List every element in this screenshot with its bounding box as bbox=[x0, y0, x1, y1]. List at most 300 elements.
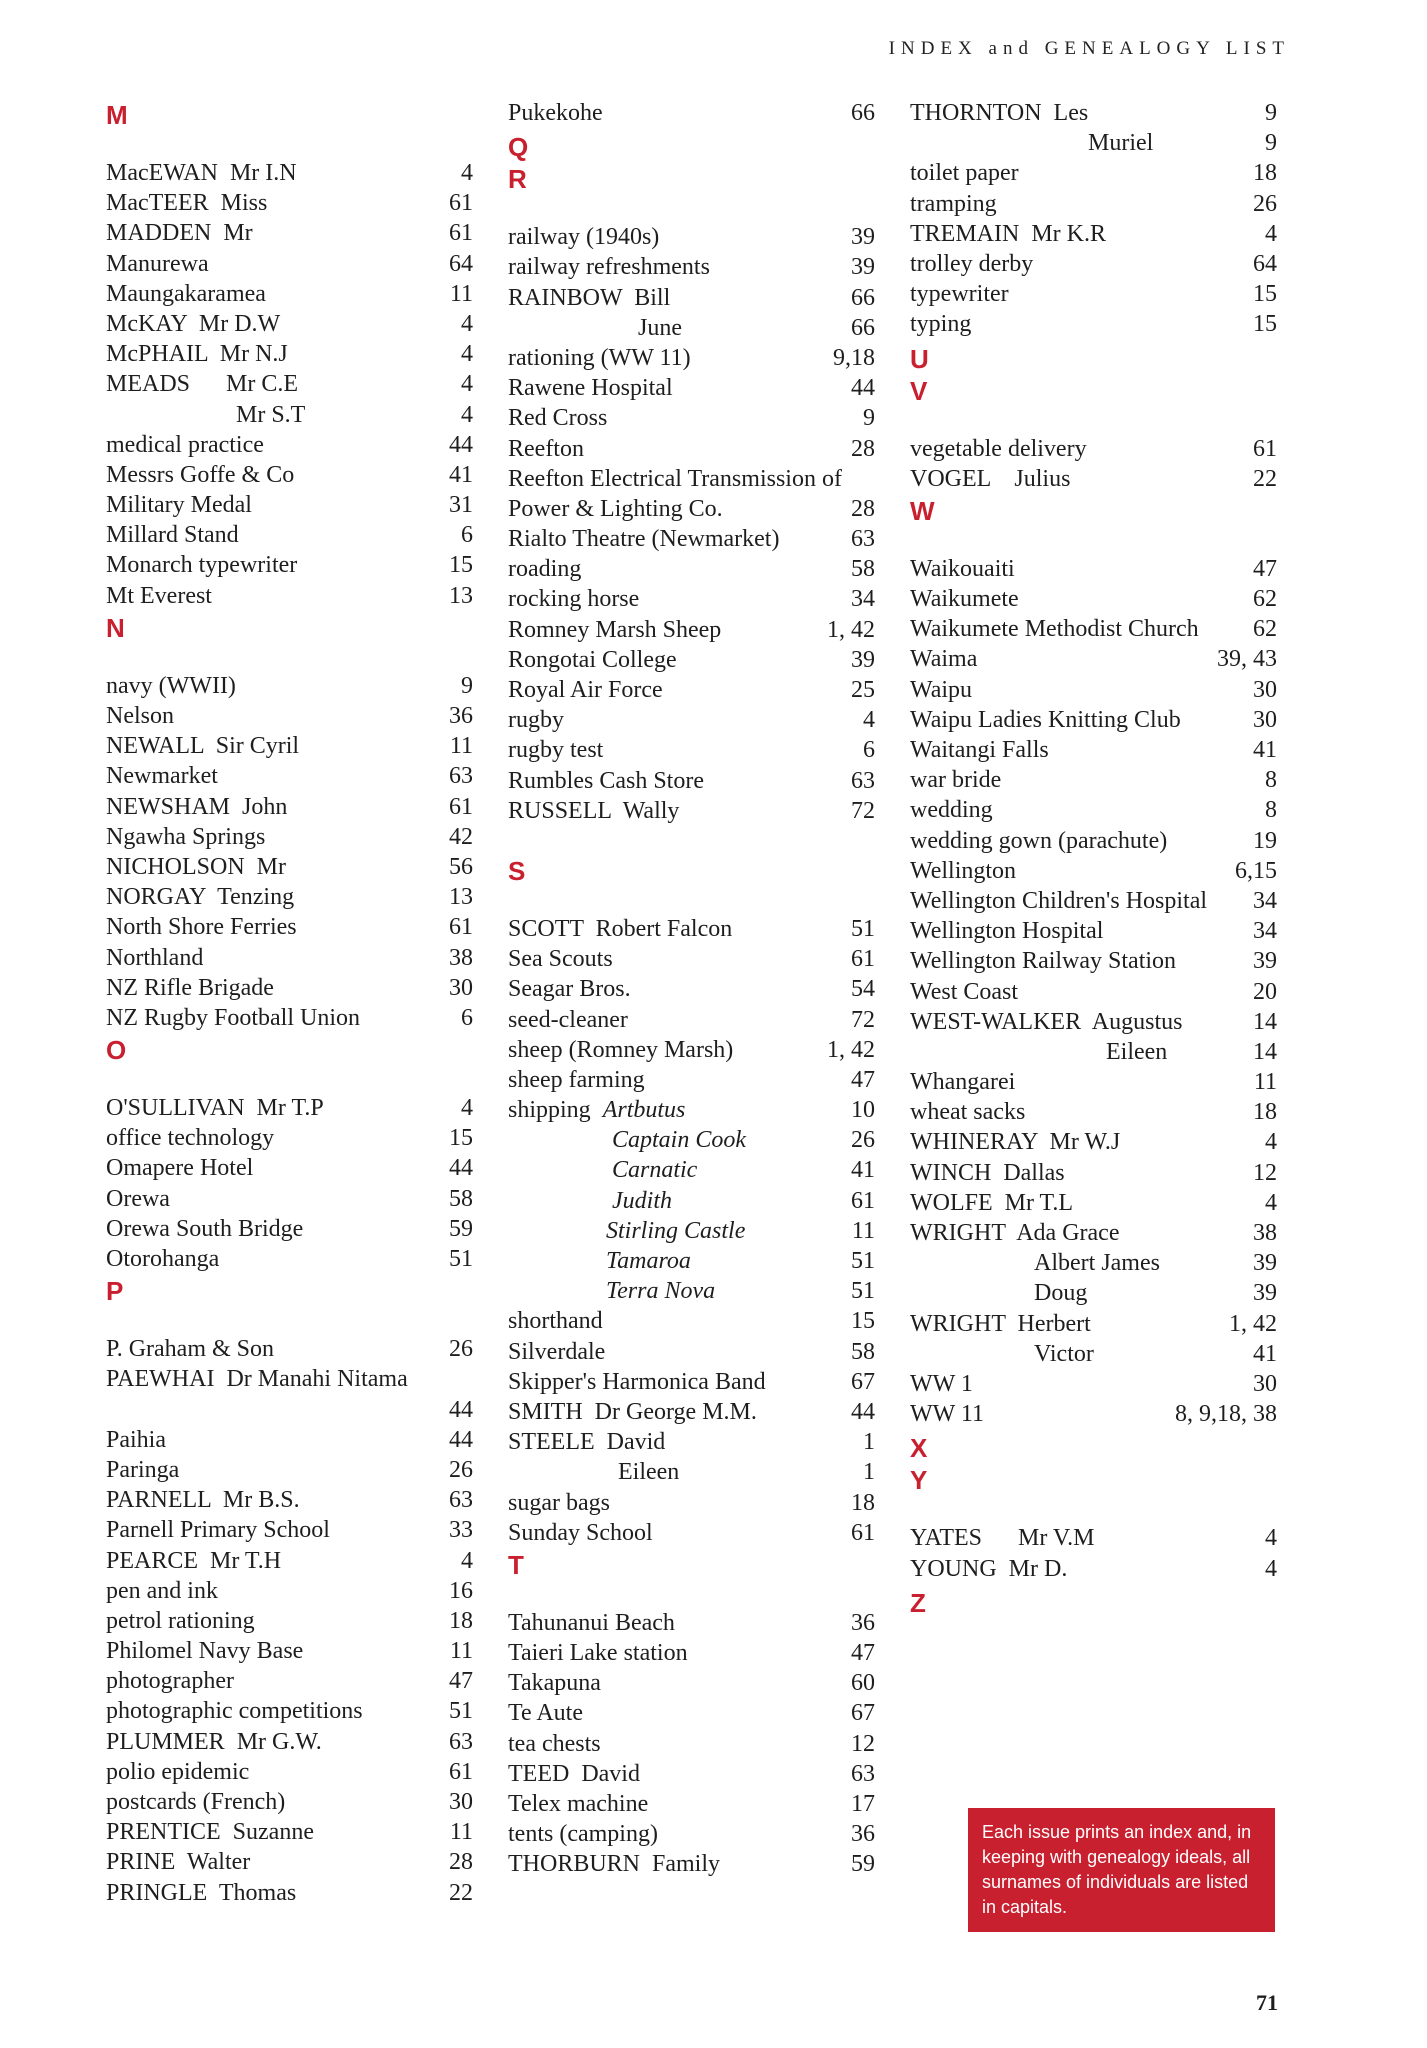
index-entry bbox=[508, 1518, 875, 1548]
entry-pages: 30 bbox=[1253, 706, 1277, 733]
index-entry bbox=[106, 943, 473, 973]
index-entry bbox=[106, 1184, 473, 1214]
entry-pages: 9 bbox=[1265, 100, 1277, 126]
entry-pages: 26 bbox=[1253, 190, 1277, 217]
entry-pages: 66 bbox=[851, 284, 875, 311]
index-entry bbox=[508, 222, 875, 252]
index-entry bbox=[508, 1065, 875, 1095]
entry-pages: 4 bbox=[863, 707, 875, 734]
entry-pages: 44 bbox=[449, 1155, 473, 1182]
entry-name: toilet paper bbox=[910, 160, 1019, 187]
entry-name: Waikumete Methodist Church bbox=[910, 616, 1199, 643]
entry-name: McKAY Mr D.W bbox=[106, 310, 281, 337]
entry-pages: 61 bbox=[449, 914, 473, 941]
section-letter: O bbox=[106, 1035, 127, 1066]
index-entry bbox=[910, 1218, 1277, 1248]
entry-pages: 47 bbox=[1253, 555, 1277, 582]
entry-name: typewriter bbox=[910, 281, 1009, 308]
index-entry bbox=[910, 826, 1277, 856]
index-entry bbox=[106, 973, 473, 1003]
section-letter: U bbox=[910, 343, 929, 374]
entry-name: trolley derby bbox=[910, 250, 1034, 277]
index-entry bbox=[508, 1488, 875, 1518]
index-entry bbox=[910, 946, 1277, 976]
index-entry bbox=[910, 189, 1277, 219]
entry-pages: 4 bbox=[461, 401, 473, 428]
entry-name: NZ Rugby Football Union bbox=[106, 1004, 361, 1031]
entry-name: Military Medal bbox=[106, 492, 252, 519]
entry-pages: 18 bbox=[851, 1489, 875, 1516]
entry-name: rugby bbox=[508, 707, 564, 734]
entry-pages: 67 bbox=[851, 1700, 875, 1727]
index-entry bbox=[106, 218, 473, 248]
entry-pages: 28 bbox=[851, 435, 875, 462]
entry-pages: 44 bbox=[449, 1426, 473, 1453]
entry-pages: 11 bbox=[449, 280, 473, 307]
entry-pages: 15 bbox=[851, 1308, 875, 1335]
entry-name: Albert James bbox=[1034, 1250, 1160, 1277]
entry-pages: 4 bbox=[1265, 1555, 1277, 1582]
entry-pages: 11 bbox=[1253, 1069, 1277, 1096]
entry-name: WRIGHT Herbert bbox=[910, 1310, 1091, 1337]
entry-pages: 61 bbox=[1253, 435, 1277, 462]
entry-pages: 61 bbox=[449, 190, 473, 217]
entry-name: RUSSELL Wally bbox=[508, 797, 680, 824]
entry-name: Maungakaramea bbox=[106, 280, 266, 307]
index-entry bbox=[106, 1244, 473, 1274]
entry-pages: 63 bbox=[851, 1760, 875, 1787]
index-column-2 bbox=[508, 98, 875, 1880]
index-entry bbox=[910, 1067, 1277, 1097]
entry-pages: 18 bbox=[1253, 1099, 1277, 1126]
entry-pages: 61 bbox=[851, 946, 875, 973]
index-entry bbox=[106, 882, 473, 912]
entry-name: June bbox=[638, 314, 682, 341]
index-entry bbox=[106, 1123, 473, 1153]
entry-pages: 61 bbox=[449, 793, 473, 820]
index-entry bbox=[106, 550, 473, 580]
entry-name: Mt Everest bbox=[106, 582, 212, 609]
index-entry bbox=[106, 792, 473, 822]
index-entry bbox=[106, 671, 473, 701]
index-entry bbox=[910, 1127, 1277, 1157]
entry-pages: 9 bbox=[863, 405, 875, 432]
entry-pages: 72 bbox=[851, 797, 875, 824]
entry-name: Carnatic bbox=[612, 1157, 698, 1184]
index-entry bbox=[910, 795, 1277, 825]
entry-name: PRINE Walter bbox=[106, 1849, 251, 1876]
entry-pages: 44 bbox=[449, 431, 473, 458]
entry-name: WINCH Dallas bbox=[910, 1159, 1065, 1186]
entry-name: WW 11 bbox=[910, 1401, 984, 1428]
entry-name: PEARCE Mr T.H bbox=[106, 1547, 282, 1574]
entry-pages: 36 bbox=[851, 1609, 875, 1636]
entry-name: Paihia bbox=[106, 1426, 166, 1453]
entry-name: Parnell Primary School bbox=[106, 1517, 330, 1544]
entry-pages: 25 bbox=[851, 677, 875, 703]
section-letter: V bbox=[910, 375, 928, 406]
entry-name: SMITH Dr George M.M. bbox=[508, 1398, 757, 1425]
entry-pages: 4 bbox=[461, 1095, 473, 1122]
entry-name: WOLFE Mr T.L bbox=[910, 1189, 1074, 1216]
index-entry bbox=[910, 614, 1277, 644]
entry-name: P. Graham & Son bbox=[106, 1336, 274, 1363]
index-entry bbox=[106, 1757, 473, 1787]
entry-pages: 4 bbox=[461, 341, 473, 368]
entry-pages: 51 bbox=[851, 915, 875, 942]
entry-name: Waima bbox=[910, 646, 978, 673]
entry-pages: 8 bbox=[1265, 797, 1277, 824]
entry-pages: 39 bbox=[1253, 1280, 1277, 1307]
entry-pages: 63 bbox=[449, 1487, 473, 1514]
index-entry bbox=[508, 1789, 875, 1819]
index-entry bbox=[106, 400, 473, 430]
entry-name: Paringa bbox=[106, 1456, 180, 1483]
entry-pages: 4 bbox=[1265, 1129, 1277, 1156]
entry-name: Rawene Hospital bbox=[508, 375, 673, 402]
entry-name: TEED David bbox=[508, 1760, 640, 1787]
entry-name: photographer bbox=[106, 1668, 234, 1695]
entry-name: NORGAY Tenzing bbox=[106, 884, 295, 911]
entry-name: wedding bbox=[910, 797, 993, 824]
entry-pages: 54 bbox=[851, 976, 875, 1003]
index-entry bbox=[910, 765, 1277, 795]
section-letter: R bbox=[508, 164, 527, 195]
index-entry bbox=[508, 1276, 875, 1306]
entry-name: Rumbles Cash Store bbox=[508, 767, 704, 794]
index-entry bbox=[106, 1364, 473, 1394]
entry-name: Victor bbox=[1034, 1340, 1094, 1367]
entry-pages: 39 bbox=[1253, 948, 1277, 975]
entry-pages: 44 bbox=[851, 375, 875, 402]
index-column-3 bbox=[910, 98, 1277, 1618]
entry-name: STEELE David bbox=[508, 1429, 666, 1456]
entry-name: rugby test bbox=[508, 737, 604, 764]
entry-name: SCOTT Robert Falcon bbox=[508, 915, 733, 942]
entry-pages: 16 bbox=[449, 1577, 473, 1604]
entry-name: Wellington Children's Hospital bbox=[910, 887, 1208, 914]
index-entry bbox=[508, 1125, 875, 1155]
entry-pages: 11 bbox=[449, 733, 473, 760]
entry-pages: 12 bbox=[851, 1730, 875, 1757]
entry-name: McPHAIL Mr N.J bbox=[106, 341, 288, 368]
entry-name: Terra Nova bbox=[606, 1278, 716, 1305]
entry-pages: 15 bbox=[1253, 311, 1277, 338]
index-entry bbox=[508, 584, 875, 614]
index-entry bbox=[106, 1153, 473, 1183]
entry-name: Telex machine bbox=[508, 1791, 649, 1817]
entry-name: MADDEN Mr bbox=[106, 220, 253, 247]
index-entry bbox=[508, 252, 875, 282]
index-entry bbox=[508, 343, 875, 373]
entry-pages: 60 bbox=[851, 1670, 875, 1697]
entry-pages: 30 bbox=[1253, 1370, 1277, 1397]
entry-name: Skipper's Harmonica Band bbox=[508, 1368, 766, 1395]
entry-name: tea chests bbox=[508, 1730, 601, 1757]
index-entry bbox=[910, 1523, 1277, 1553]
entry-name: Royal Air Force bbox=[508, 677, 663, 703]
entry-name: Waitangi Falls bbox=[910, 737, 1049, 763]
index-entry bbox=[106, 309, 473, 339]
index-entry bbox=[508, 1608, 875, 1638]
entry-pages: 38 bbox=[1253, 1220, 1277, 1246]
index-entry bbox=[106, 1546, 473, 1576]
index-entry bbox=[106, 731, 473, 761]
entry-pages: 1, 42 bbox=[1229, 1310, 1277, 1337]
entry-pages: 59 bbox=[851, 1851, 875, 1878]
entry-name: Romney Marsh Sheep bbox=[508, 616, 722, 643]
entry-name: TREMAIN Mr K.R bbox=[910, 220, 1106, 247]
entry-name: PARNELL Mr B.S. bbox=[106, 1487, 300, 1514]
entry-pages: 22 bbox=[1253, 465, 1277, 492]
index-entry bbox=[508, 403, 875, 433]
entry-pages: 19 bbox=[1253, 827, 1277, 854]
entry-name: YATES Mr V.M bbox=[910, 1525, 1095, 1552]
entry-name: Orewa South Bridge bbox=[106, 1215, 304, 1242]
entry-pages: 34 bbox=[1253, 918, 1277, 945]
entry-name: Stirling Castle bbox=[606, 1217, 746, 1244]
index-entry bbox=[910, 128, 1277, 158]
entry-name: Omapere Hotel bbox=[106, 1155, 254, 1182]
index-entry bbox=[910, 977, 1277, 1007]
index-entry bbox=[910, 1278, 1277, 1308]
entry-pages: 31 bbox=[449, 492, 473, 519]
entry-name: Sea Scouts bbox=[508, 946, 613, 973]
entry-name: typing bbox=[910, 311, 972, 338]
entry-name: wheat sacks bbox=[910, 1099, 1026, 1126]
entry-pages: 30 bbox=[1253, 676, 1277, 703]
index-entry bbox=[910, 1399, 1277, 1429]
entry-pages: 51 bbox=[449, 1246, 473, 1272]
entry-name: Wellington Hospital bbox=[910, 918, 1104, 945]
index-entry bbox=[106, 430, 473, 460]
index-entry bbox=[910, 735, 1277, 765]
index-entry bbox=[508, 645, 875, 675]
entry-pages: 64 bbox=[449, 250, 473, 277]
entry-name: seed-cleaner bbox=[508, 1006, 628, 1033]
section-letter: S bbox=[508, 855, 526, 886]
entry-name: PLUMMER Mr G.W. bbox=[106, 1728, 322, 1755]
entry-name: Nelson bbox=[106, 703, 174, 729]
index-entry bbox=[106, 581, 473, 611]
entry-pages: 15 bbox=[1253, 281, 1277, 308]
index-entry bbox=[508, 283, 875, 313]
entry-pages: 8 bbox=[1265, 767, 1277, 794]
section-letter: N bbox=[106, 612, 125, 643]
entry-name: roading bbox=[508, 556, 582, 583]
index-entry bbox=[508, 974, 875, 1004]
index-entry bbox=[106, 1666, 473, 1696]
entry-pages: 41 bbox=[851, 1157, 875, 1184]
index-entry bbox=[508, 1698, 875, 1728]
entry-pages: 61 bbox=[449, 220, 473, 247]
entry-pages: 13 bbox=[449, 582, 473, 609]
index-entry bbox=[106, 339, 473, 369]
entry-name: Eileen bbox=[1106, 1038, 1168, 1065]
index-entry bbox=[508, 1427, 875, 1457]
index-entry bbox=[910, 1097, 1277, 1127]
index-entry bbox=[106, 822, 473, 852]
index-entry bbox=[508, 914, 875, 944]
entry-name: tents (camping) bbox=[508, 1821, 658, 1848]
entry-name: Te Aute bbox=[508, 1700, 583, 1727]
entry-pages: 41 bbox=[449, 461, 473, 488]
index-entry bbox=[106, 1878, 473, 1908]
index-entry bbox=[910, 675, 1277, 705]
index-entry bbox=[508, 766, 875, 796]
entry-pages: 33 bbox=[449, 1517, 473, 1544]
index-entry bbox=[106, 1455, 473, 1485]
entry-pages: 44 bbox=[449, 1396, 473, 1423]
index-entry bbox=[910, 1007, 1277, 1037]
entry-pages: 39 bbox=[1253, 1250, 1277, 1277]
entry-name: Captain Cook bbox=[612, 1127, 747, 1154]
entry-name: Tahunanui Beach bbox=[508, 1609, 675, 1636]
entry-name: YOUNG Mr D. bbox=[910, 1555, 1068, 1582]
entry-pages: 4 bbox=[1265, 1525, 1277, 1552]
entry-pages: 51 bbox=[851, 1278, 875, 1305]
entry-name: Orewa bbox=[106, 1185, 170, 1212]
index-entry bbox=[508, 735, 875, 765]
section-letter: M bbox=[106, 100, 128, 130]
entry-pages: 58 bbox=[851, 556, 875, 583]
entry-name: O'SULLIVAN Mr T.P bbox=[106, 1095, 324, 1122]
entry-name: railway (1940s) bbox=[508, 224, 660, 251]
entry-name: Waipu bbox=[910, 676, 973, 703]
running-header: INDEX and GENEALOGY LIST bbox=[888, 38, 1290, 59]
entry-name: PRINGLE Thomas bbox=[106, 1879, 297, 1906]
entry-pages: 63 bbox=[851, 526, 875, 553]
index-entry bbox=[910, 158, 1277, 188]
index-entry bbox=[910, 1037, 1277, 1067]
entry-pages: 72 bbox=[851, 1006, 875, 1033]
entry-name: PAEWHAI Dr Manahi Nitama bbox=[106, 1366, 408, 1393]
index-entry bbox=[910, 98, 1277, 128]
entry-pages: 6 bbox=[461, 522, 473, 549]
entry-pages: 12 bbox=[1253, 1159, 1277, 1186]
entry-pages: 26 bbox=[851, 1127, 875, 1154]
section-letter: W bbox=[910, 495, 935, 526]
entry-pages: 47 bbox=[449, 1668, 473, 1695]
entry-pages: 39, 43 bbox=[1217, 646, 1277, 673]
index-entry bbox=[508, 1306, 875, 1336]
index-column-1 bbox=[106, 98, 473, 1908]
entry-pages: 6 bbox=[461, 1004, 473, 1031]
entry-name: Tamaroa bbox=[606, 1248, 691, 1274]
entry-pages: 17 bbox=[851, 1791, 875, 1817]
entry-pages: 63 bbox=[851, 767, 875, 794]
section-letter: X bbox=[910, 1433, 928, 1464]
entry-pages: 41 bbox=[1253, 737, 1277, 763]
entry-name: Red Cross bbox=[508, 405, 608, 432]
entry-name: Sunday School bbox=[508, 1519, 653, 1546]
index-entry bbox=[106, 912, 473, 942]
index-entry bbox=[508, 615, 875, 645]
entry-pages: 13 bbox=[449, 884, 473, 911]
entry-name: sheep farming bbox=[508, 1066, 645, 1093]
entry-name: Taieri Lake station bbox=[508, 1640, 688, 1667]
index-entry bbox=[106, 158, 473, 188]
index-entry bbox=[910, 1158, 1277, 1188]
entry-pages: 63 bbox=[449, 1728, 473, 1755]
entry-name: sheep (Romney Marsh) bbox=[508, 1036, 734, 1063]
entry-name: Power & Lighting Co. bbox=[508, 495, 723, 522]
index-entry bbox=[508, 1759, 875, 1789]
entry-pages: 38 bbox=[449, 944, 473, 971]
index-entry bbox=[106, 1425, 473, 1455]
entry-name: medical practice bbox=[106, 431, 264, 458]
entry-pages: 1 bbox=[863, 1459, 875, 1486]
index-entry bbox=[508, 675, 875, 705]
index-entry bbox=[106, 1485, 473, 1515]
entry-pages: 9 bbox=[461, 672, 473, 699]
index-entry bbox=[508, 524, 875, 554]
entry-name: Takapuna bbox=[508, 1670, 601, 1697]
entry-pages: 28 bbox=[449, 1849, 473, 1876]
entry-name: THORNTON Les bbox=[910, 100, 1089, 126]
entry-name: PRENTICE Suzanne bbox=[106, 1819, 314, 1846]
entry-name: navy (WWII) bbox=[106, 672, 236, 699]
section-letter: Z bbox=[910, 1587, 926, 1618]
entry-pages: 51 bbox=[449, 1698, 473, 1725]
entry-pages: 1, 42 bbox=[827, 1036, 875, 1063]
entry-pages: 39 bbox=[851, 254, 875, 281]
index-entry bbox=[106, 761, 473, 791]
section-letter: Q bbox=[508, 132, 529, 163]
entry-pages: 30 bbox=[449, 1789, 473, 1815]
entry-name: Manurewa bbox=[106, 250, 209, 277]
index-note-box: Each issue prints an index and, in keeping with genealogy ideals, all surnames of individuals are listed in capitals. bbox=[968, 1808, 1275, 1932]
index-entry bbox=[508, 1819, 875, 1849]
entry-pages: 66 bbox=[851, 100, 875, 126]
entry-name: office technology bbox=[106, 1125, 275, 1152]
entry-name: WRIGHT Ada Grace bbox=[910, 1220, 1120, 1246]
entry-pages: 62 bbox=[1253, 616, 1277, 643]
index-entry bbox=[106, 249, 473, 279]
entry-name: MacTEER Miss bbox=[106, 190, 268, 217]
entry-pages: 63 bbox=[449, 763, 473, 790]
index-entry bbox=[106, 369, 473, 399]
entry-pages: 11 bbox=[449, 1819, 473, 1846]
entry-name: Seagar Bros. bbox=[508, 976, 631, 1003]
index-entry bbox=[106, 188, 473, 218]
index-entry bbox=[508, 1186, 875, 1216]
index-entry bbox=[910, 1339, 1277, 1369]
entry-pages: 18 bbox=[449, 1607, 473, 1634]
entry-pages: 4 bbox=[461, 1547, 473, 1574]
entry-pages: 56 bbox=[449, 853, 473, 880]
entry-name: pen and ink bbox=[106, 1577, 218, 1604]
entry-name: Waipu Ladies Knitting Club bbox=[910, 706, 1181, 733]
index-entry bbox=[106, 1576, 473, 1606]
index-entry bbox=[508, 98, 875, 128]
index-entry bbox=[508, 1457, 875, 1487]
entry-pages: 4 bbox=[461, 310, 473, 337]
entry-name: rocking horse bbox=[508, 586, 640, 613]
entry-name: Mr S.T bbox=[236, 401, 306, 428]
entry-name: Pukekohe bbox=[508, 100, 603, 126]
index-entry bbox=[508, 944, 875, 974]
entry-name: Reefton Electrical Transmission of bbox=[508, 465, 842, 492]
entry-pages: 66 bbox=[851, 314, 875, 341]
index-entry bbox=[910, 249, 1277, 279]
index-entry bbox=[106, 1727, 473, 1757]
index-entry bbox=[106, 1817, 473, 1847]
entry-name: vegetable delivery bbox=[910, 435, 1087, 462]
index-entry bbox=[106, 1606, 473, 1636]
entry-pages: 15 bbox=[449, 552, 473, 579]
entry-pages: 67 bbox=[851, 1368, 875, 1395]
